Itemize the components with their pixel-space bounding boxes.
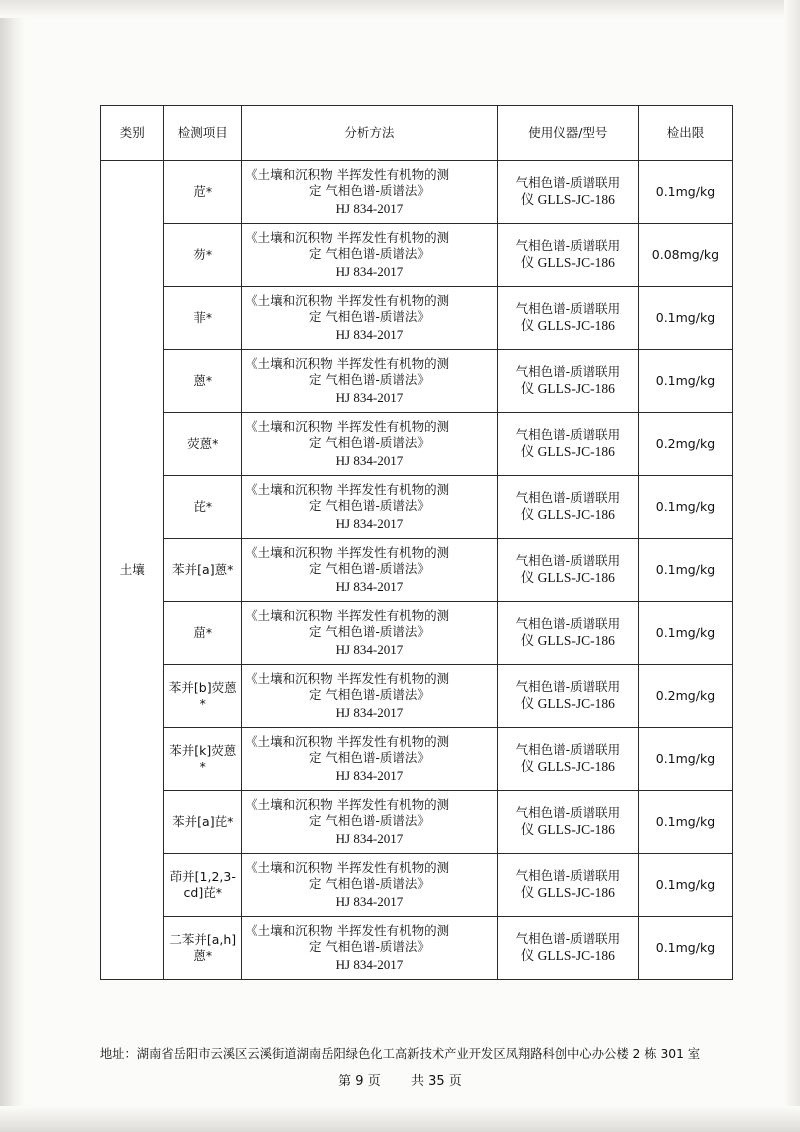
method-cell (242, 287, 498, 350)
header-category: 类别 (101, 106, 164, 161)
item-cell: 菲* (164, 287, 242, 350)
method-cell (242, 791, 498, 854)
method-standard-code: HJ 834-2017 (335, 389, 404, 405)
footer-page-number (0, 1070, 800, 1089)
lod-cell: 0.1mg/kg (638, 602, 732, 665)
method-cell (242, 728, 498, 791)
item-cell: 苯并[b]荧蒽* (164, 665, 242, 728)
lod-cell: 0.1mg/kg (638, 539, 732, 602)
method-line-2: 定 气相色谱-质谱法》 (308, 561, 430, 577)
table-row (101, 665, 733, 728)
instrument-line-2: 仪 GLLS-JC-186 (520, 885, 615, 901)
method-cell (242, 602, 498, 665)
method-line-2: 定 气相色谱-质谱法》 (308, 309, 430, 325)
method-line-1: 《土壤和沉积物 半挥发性有机物的测 (245, 922, 450, 938)
instrument-line-2: 仪 GLLS-JC-186 (520, 633, 615, 649)
method-line-1: 《土壤和沉积物 半挥发性有机物的测 (245, 733, 450, 749)
table-header-row (101, 106, 733, 161)
table-body (101, 161, 733, 980)
table-row (101, 161, 733, 224)
instrument-line-2: 仪 GLLS-JC-186 (520, 948, 615, 964)
instrument-cell (497, 854, 638, 917)
instrument-line-2: 仪 GLLS-JC-186 (520, 507, 615, 523)
method-standard-code: HJ 834-2017 (335, 893, 404, 909)
item-cell: 二苯并[a,h]蒽* (164, 917, 242, 980)
method-standard-code: HJ 834-2017 (335, 956, 404, 972)
instrument-line-1: 气相色谱-质谱联用 (515, 930, 621, 946)
table-row (101, 602, 733, 665)
method-standard-code: HJ 834-2017 (335, 578, 404, 594)
instrument-cell (497, 287, 638, 350)
method-standard-code: HJ 834-2017 (335, 830, 404, 846)
method-standard-code: HJ 834-2017 (335, 767, 404, 783)
method-cell (242, 350, 498, 413)
item-cell: 荧蒽* (164, 413, 242, 476)
method-line-2: 定 气相色谱-质谱法》 (308, 372, 430, 388)
lod-cell: 0.1mg/kg (638, 917, 732, 980)
method-standard-code: HJ 834-2017 (335, 704, 404, 720)
lod-cell: 0.1mg/kg (638, 350, 732, 413)
method-line-2: 定 气相色谱-质谱法》 (308, 435, 430, 451)
header-method: 分析方法 (242, 106, 498, 161)
instrument-line-2: 仪 GLLS-JC-186 (520, 822, 615, 838)
method-line-1: 《土壤和沉积物 半挥发性有机物的测 (245, 859, 450, 875)
item-cell: 苯并[k]荧蒽* (164, 728, 242, 791)
header-item: 检测项目 (164, 106, 242, 161)
instrument-line-2: 仪 GLLS-JC-186 (520, 696, 615, 712)
lod-cell: 0.1mg/kg (638, 728, 732, 791)
instrument-line-2: 仪 GLLS-JC-186 (520, 759, 615, 775)
method-line-1: 《土壤和沉积物 半挥发性有机物的测 (245, 418, 450, 434)
method-line-2: 定 气相色谱-质谱法》 (308, 246, 430, 262)
table-header (101, 106, 733, 161)
method-cell (242, 665, 498, 728)
category-cell: 土壤 (101, 161, 164, 980)
method-cell (242, 476, 498, 539)
item-cell: 苊* (164, 161, 242, 224)
table-row (101, 854, 733, 917)
instrument-cell (497, 161, 638, 224)
instrument-line-1: 气相色谱-质谱联用 (515, 678, 621, 694)
instrument-cell (497, 791, 638, 854)
lod-cell: 0.2mg/kg (638, 413, 732, 476)
lod-cell: 0.2mg/kg (638, 665, 732, 728)
method-line-1: 《土壤和沉积物 半挥发性有机物的测 (245, 544, 450, 560)
lod-cell: 0.1mg/kg (638, 854, 732, 917)
lod-cell: 0.1mg/kg (638, 476, 732, 539)
lod-cell: 0.1mg/kg (638, 287, 732, 350)
instrument-cell (497, 539, 638, 602)
table-row (101, 350, 733, 413)
method-line-2: 定 气相色谱-质谱法》 (308, 498, 430, 514)
method-line-1: 《土壤和沉积物 半挥发性有机物的测 (245, 796, 450, 812)
method-cell (242, 224, 498, 287)
instrument-line-2: 仪 GLLS-JC-186 (520, 381, 615, 397)
method-line-1: 《土壤和沉积物 半挥发性有机物的测 (245, 355, 450, 371)
table-row (101, 413, 733, 476)
table-row (101, 791, 733, 854)
instrument-line-2: 仪 GLLS-JC-186 (520, 255, 615, 271)
item-cell: 蒽* (164, 350, 242, 413)
instrument-cell (497, 917, 638, 980)
table-row (101, 476, 733, 539)
method-standard-code: HJ 834-2017 (335, 641, 404, 657)
method-line-1: 《土壤和沉积物 半挥发性有机物的测 (245, 481, 450, 497)
method-standard-code: HJ 834-2017 (335, 263, 404, 279)
item-cell: 䓛* (164, 602, 242, 665)
instrument-cell (497, 350, 638, 413)
header-instrument: 使用仪器/型号 (497, 106, 638, 161)
method-cell (242, 539, 498, 602)
table-row (101, 728, 733, 791)
method-line-1: 《土壤和沉积物 半挥发性有机物的测 (245, 670, 450, 686)
method-line-1: 《土壤和沉积物 半挥发性有机物的测 (245, 607, 450, 623)
item-cell: 芴* (164, 224, 242, 287)
table-row (101, 224, 733, 287)
method-standard-code: HJ 834-2017 (335, 515, 404, 531)
instrument-cell (497, 602, 638, 665)
item-cell: 苯并[a]芘* (164, 791, 242, 854)
instrument-line-1: 气相色谱-质谱联用 (515, 804, 621, 820)
method-cell (242, 161, 498, 224)
instrument-line-1: 气相色谱-质谱联用 (515, 741, 621, 757)
item-cell: 芘* (164, 476, 242, 539)
method-line-2: 定 气相色谱-质谱法》 (308, 183, 430, 199)
lod-cell: 0.08mg/kg (638, 224, 732, 287)
lod-cell: 0.1mg/kg (638, 791, 732, 854)
instrument-cell (497, 728, 638, 791)
instrument-line-1: 气相色谱-质谱联用 (515, 174, 621, 190)
instrument-cell (497, 665, 638, 728)
instrument-line-1: 气相色谱-质谱联用 (515, 552, 621, 568)
instrument-cell (497, 476, 638, 539)
instrument-line-1: 气相色谱-质谱联用 (515, 867, 621, 883)
instrument-line-2: 仪 GLLS-JC-186 (520, 192, 615, 208)
instrument-line-1: 气相色谱-质谱联用 (515, 363, 621, 379)
method-line-2: 定 气相色谱-质谱法》 (308, 939, 430, 955)
method-standard-code: HJ 834-2017 (335, 326, 404, 342)
method-standard-code: HJ 834-2017 (335, 200, 404, 216)
item-cell: 苯并[a]蒽* (164, 539, 242, 602)
item-cell: 茚并[1,2,3-cd]芘* (164, 854, 242, 917)
footer-address: 地址：湖南省岳阳市云溪区云溪街道湖南岳阳绿色化工高新技术产业开发区凤翔路科创中心办公楼 2 栋 301 室 (99, 1047, 701, 1061)
header-lod: 检出限 (638, 106, 732, 161)
page-current: 第 9 页 (338, 1074, 381, 1089)
method-line-2: 定 气相色谱-质谱法》 (308, 687, 430, 703)
instrument-line-1: 气相色谱-质谱联用 (515, 426, 621, 442)
method-line-2: 定 气相色谱-质谱法》 (308, 750, 430, 766)
table-row (101, 287, 733, 350)
instrument-line-2: 仪 GLLS-JC-186 (520, 570, 615, 586)
method-line-2: 定 气相色谱-质谱法》 (308, 876, 430, 892)
lod-cell: 0.1mg/kg (638, 161, 732, 224)
instrument-line-1: 气相色谱-质谱联用 (515, 615, 621, 631)
instrument-cell (497, 224, 638, 287)
table-row (101, 917, 733, 980)
method-line-2: 定 气相色谱-质谱法》 (308, 624, 430, 640)
instrument-line-1: 气相色谱-质谱联用 (515, 237, 621, 253)
method-cell (242, 854, 498, 917)
method-standard-code: HJ 834-2017 (335, 452, 404, 468)
detection-methods-table (100, 105, 733, 980)
table-row (101, 539, 733, 602)
method-cell (242, 413, 498, 476)
method-line-2: 定 气相色谱-质谱法》 (308, 813, 430, 829)
instrument-line-2: 仪 GLLS-JC-186 (520, 318, 615, 334)
instrument-line-1: 气相色谱-质谱联用 (515, 489, 621, 505)
method-line-1: 《土壤和沉积物 半挥发性有机物的测 (245, 229, 450, 245)
instrument-line-2: 仪 GLLS-JC-186 (520, 444, 615, 460)
instrument-line-1: 气相色谱-质谱联用 (515, 300, 621, 316)
method-line-1: 《土壤和沉积物 半挥发性有机物的测 (245, 292, 450, 308)
instrument-cell (497, 413, 638, 476)
method-line-1: 《土壤和沉积物 半挥发性有机物的测 (245, 166, 450, 182)
method-cell (242, 917, 498, 980)
page-total: 共 35 页 (411, 1074, 462, 1089)
